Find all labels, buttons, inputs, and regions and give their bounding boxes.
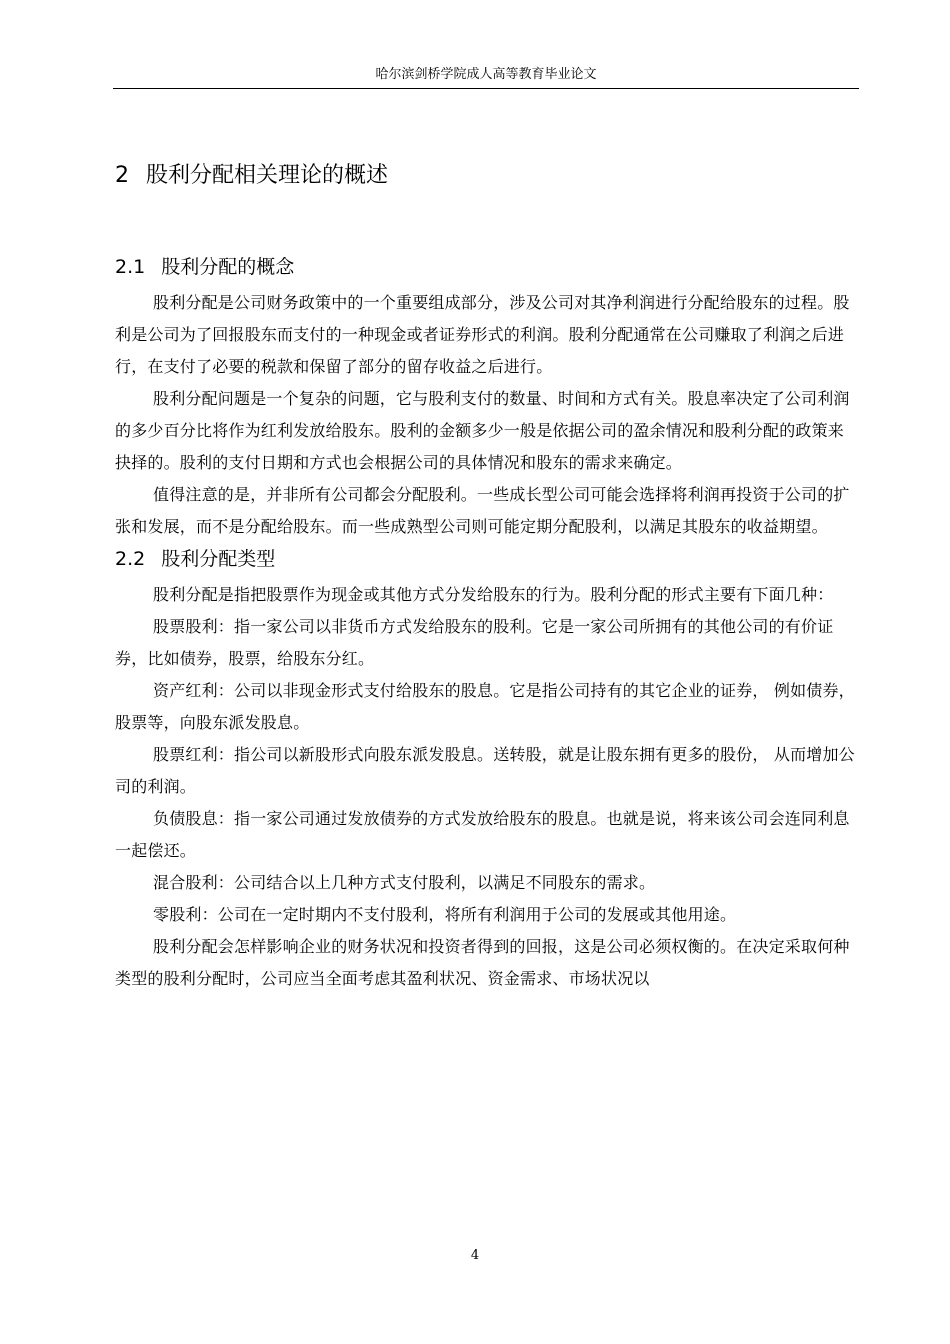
paragraph: 股票股利：指一家公司以非货币方式发给股东的股利。它是一家公司所拥有的其他公司的有价证券，比如债券，股票，给股东分红。 [115,617,834,668]
paragraph: 股利分配是指把股票作为现金或其他方式分发给股东的行为。股利分配的形式主要有下面几种： [153,585,834,604]
page-number: 4 [470,1248,480,1263]
paragraph: 零股利：公司在一定时期内不支付股利，将所有利润用于公司的发展或其他用途。 [153,905,737,924]
section-heading-2-2 [115,543,860,575]
document-body [115,157,860,995]
section-number: 2.2 [115,548,146,570]
paragraph: 资产红利：公司以非现金形式支付给股东的股息。它是指公司持有的其它企业的证券， 例如债券，股票等，向股东派发股息。 [115,681,855,732]
paragraph: 股利分配问题是一个复杂的问题，它与股利支付的数量、时间和方式有关。股息率决定了公司利润的多少百分比将作为红利发放给股东。股利的金额多少一般是依据公司的盈余情况和股利分配的政策来抉择的。股利的支付日期和方式也会根据公司的具体情况和股东的需求来确定。 [115,389,850,472]
section-number: 2.1 [115,256,146,278]
chapter-title: 股利分配相关理论的概述 [146,163,389,188]
section-title: 股利分配类型 [161,548,276,570]
chapter-heading [115,157,860,195]
section-heading-2-1 [115,251,860,283]
paragraph: 值得注意的是，并非所有公司都会分配股利。一些成长型公司可能会选择将利润再投资于公司的扩张和发展，而不是分配给股东。而一些成熟型公司则可能定期分配股利，以满足其股东的收益期望。 [115,485,850,536]
paragraph: 混合股利：公司结合以上几种方式支付股利，以满足不同股东的需求。 [153,873,656,892]
header-rule [113,88,859,89]
paragraph: 股利分配会怎样影响企业的财务状况和投资者得到的回报，这是公司必须权衡的。在决定采取何种类型的股利分配时，公司应当全面考虑其盈利状况、资金需求、市场状况以 [115,937,850,988]
paragraph: 股利分配是公司财务政策中的一个重要组成部分，涉及公司对其净利润进行分配给股东的过程。股利是公司为了回报股东而支付的一种现金或者证券形式的利润。股利分配通常在公司赚取了利润之后进行，在支付了必要的税款和保留了部分的留存收益之后进行。 [115,293,850,376]
paragraph: 股票红利：指公司以新股形式向股东派发股息。送转股，就是让股东拥有更多的股份， 从而增加公司的利润。 [115,745,855,796]
chapter-number: 2 [115,163,129,188]
section-title: 股利分配的概念 [161,256,295,278]
page-header: 哈尔滨剑桥学院成人高等教育毕业论文 [375,67,597,82]
paragraph: 负债股息：指一家公司通过发放债券的方式发放给股东的股息。也就是说，将来该公司会连同利息一起偿还。 [115,809,850,860]
